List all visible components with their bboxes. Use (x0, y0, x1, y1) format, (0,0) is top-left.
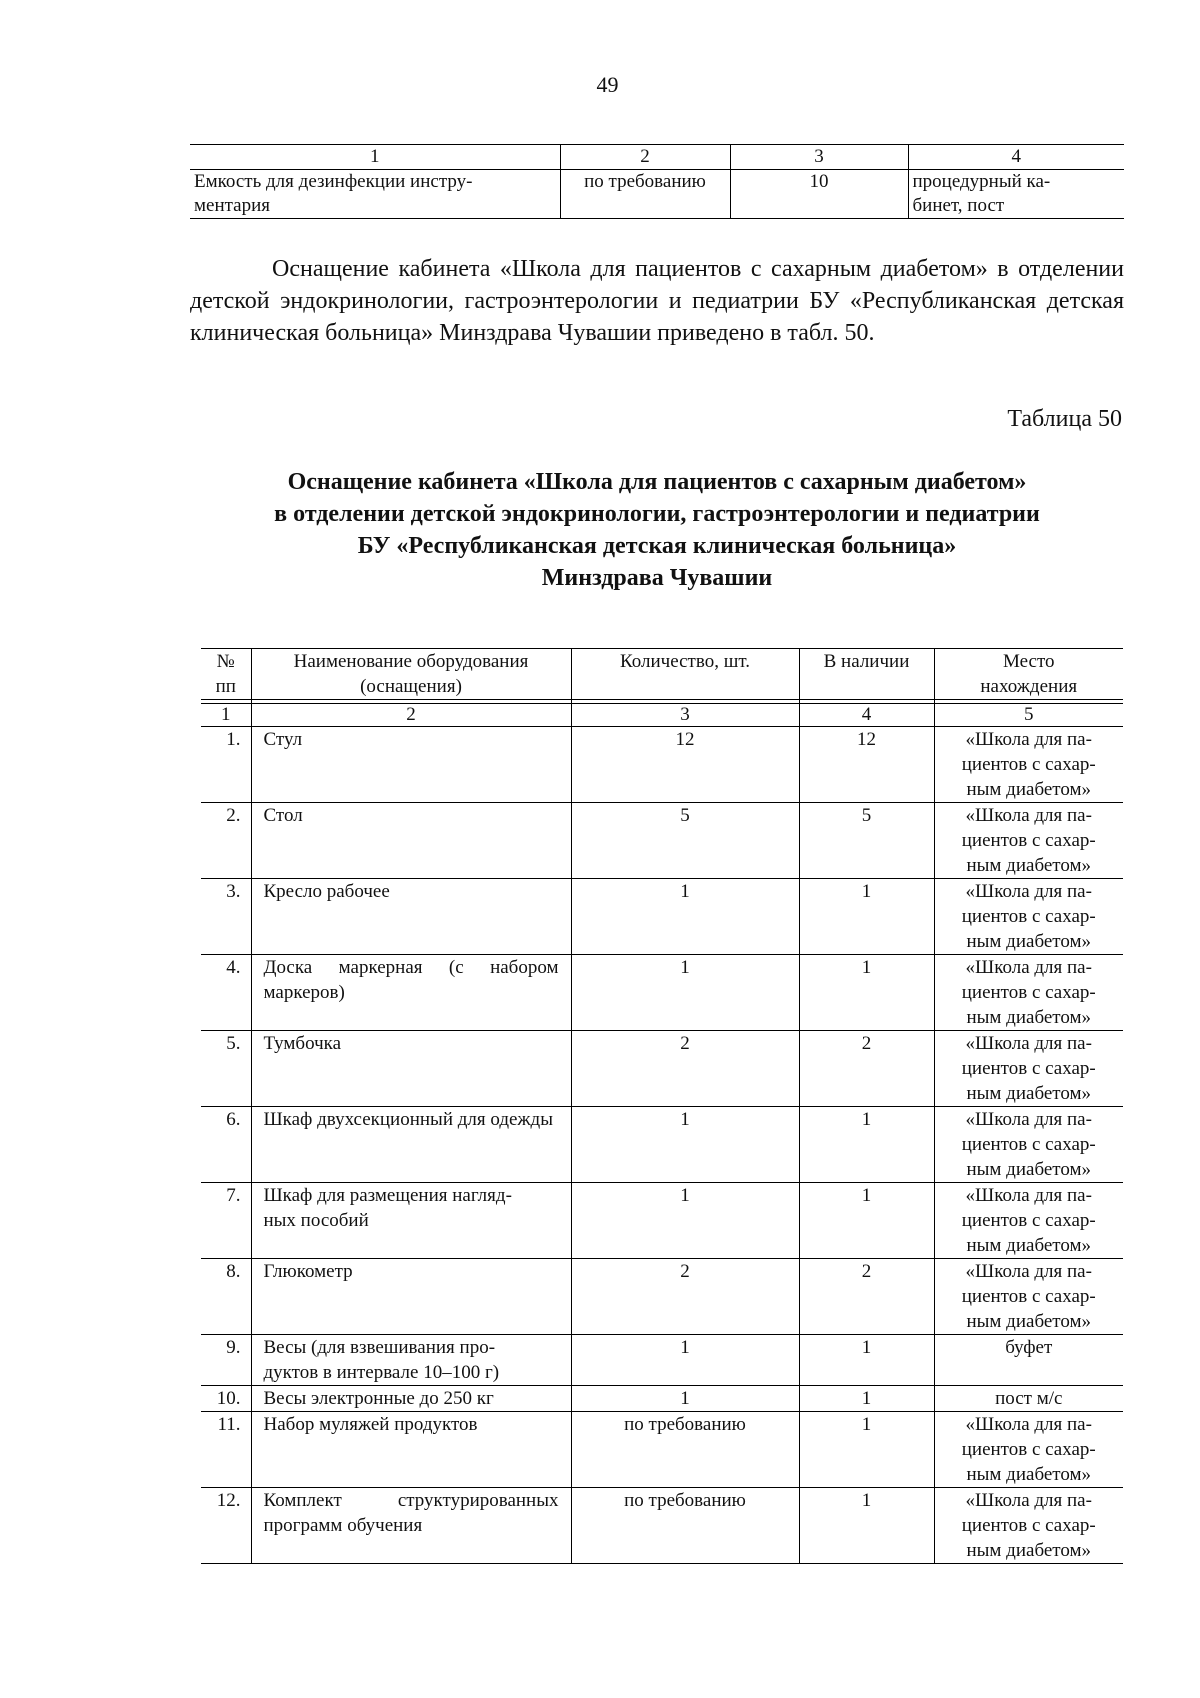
location: «Школа для па- циентов с сахар- ным диабетом» (934, 1488, 1123, 1564)
location: буфет (934, 1335, 1123, 1386)
available: 1 (799, 1386, 934, 1412)
quantity: 1 (571, 955, 799, 1031)
table-row (201, 1412, 1123, 1488)
equipment-name: Доска маркерная (с набором маркеров) (251, 955, 571, 1031)
column-number: 1 (190, 145, 560, 170)
row-number: 6. (201, 1107, 251, 1183)
equipment-name: Весы электронные до 250 кг (251, 1386, 571, 1412)
table-row (201, 1183, 1123, 1259)
table-row (201, 1107, 1123, 1183)
available: 1 (799, 879, 934, 955)
equipment-name: Набор муляжей продуктов (251, 1412, 571, 1488)
location: «Школа для па- циентов с сахар- ным диабетом» (934, 1259, 1123, 1335)
quantity: 1 (571, 1107, 799, 1183)
equipment-name: Кресло рабочее (251, 879, 571, 955)
available: 12 (799, 727, 934, 803)
table-row (201, 1386, 1123, 1412)
location: «Школа для па- циентов с сахар- ным диабетом» (934, 1183, 1123, 1259)
location: «Школа для па- циентов с сахар- ным диабетом» (934, 879, 1123, 955)
quantity: 1 (571, 1386, 799, 1412)
table-header-row (190, 145, 1124, 170)
available: 10 (730, 170, 908, 219)
available: 2 (799, 1259, 934, 1335)
header-num: № пп (201, 649, 251, 700)
quantity: 1 (571, 1335, 799, 1386)
row-number: 11. (201, 1412, 251, 1488)
row-number: 9. (201, 1335, 251, 1386)
row-number: 8. (201, 1259, 251, 1335)
column-number: 3 (571, 704, 799, 727)
equipment-name: Тумбочка (251, 1031, 571, 1107)
table-title-line: Минздрава Чувашии (541, 565, 773, 591)
location: «Школа для па- циентов с сахар- ным диабетом» (934, 955, 1123, 1031)
table-row (201, 1259, 1123, 1335)
quantity: 1 (571, 1183, 799, 1259)
available: 1 (799, 1412, 934, 1488)
quantity: 1 (571, 879, 799, 955)
page-number: 49 (596, 72, 619, 97)
table-title-line: БУ «Республиканская детская клиническая больница» (357, 533, 957, 559)
header-name: Наименование оборудования (оснащения) (251, 649, 571, 700)
equipment-name: Шкаф двухсекционный для одежды (251, 1107, 571, 1183)
row-number: 10. (201, 1386, 251, 1412)
location: «Школа для па- циентов с сахар- ным диабетом» (934, 1031, 1123, 1107)
available: 1 (799, 955, 934, 1031)
location: пост м/с (934, 1386, 1123, 1412)
continuation-table (190, 144, 1124, 219)
table-label: Таблица 50 (1007, 406, 1122, 432)
header-available: В наличии (799, 649, 934, 700)
equipment-table (201, 648, 1123, 1564)
location: процедурный ка- бинет, пост (908, 170, 1124, 219)
available: 1 (799, 1183, 934, 1259)
equipment-name: Стол (251, 803, 571, 879)
equipment-name: Емкость для дезинфекции инстру- ментария (190, 170, 560, 219)
column-number: 5 (934, 704, 1123, 727)
table-row (201, 955, 1123, 1031)
available: 1 (799, 1107, 934, 1183)
quantity: по требованию (560, 170, 730, 219)
equipment-name: Комплект структурированных программ обучения (251, 1488, 571, 1564)
quantity: 5 (571, 803, 799, 879)
table-row (201, 803, 1123, 879)
quantity: по требованию (571, 1488, 799, 1564)
table-header-row (201, 649, 1123, 700)
row-number: 12. (201, 1488, 251, 1564)
equipment-name: Весы (для взвешивания про- дуктов в интервале 10–100 г) (251, 1335, 571, 1386)
table-row (201, 1488, 1123, 1564)
available: 5 (799, 803, 934, 879)
location: «Школа для па- циентов с сахар- ным диабетом» (934, 1107, 1123, 1183)
table-title (190, 466, 1124, 594)
equipment-name: Глюкометр (251, 1259, 571, 1335)
row-number: 3. (201, 879, 251, 955)
row-number: 4. (201, 955, 251, 1031)
table-title-line: в отделении детской эндокринологии, гастроэнтерологии и педиатрии (274, 501, 1040, 527)
table-row (190, 170, 1124, 219)
header-quantity: Количество, шт. (571, 649, 799, 700)
quantity: 12 (571, 727, 799, 803)
row-number: 2. (201, 803, 251, 879)
quantity: 2 (571, 1031, 799, 1107)
body-paragraph: Оснащение кабинета «Школа для пациентов с сахарным диабетом» в отделении детской эндокринологии, гастроэнтерологии и педиатрии БУ «Республиканская детская клиническая больница» Минздрава Чувашии приведено в табл. 50. (190, 256, 1124, 346)
column-number: 4 (908, 145, 1124, 170)
location: «Школа для па- циентов с сахар- ным диабетом» (934, 727, 1123, 803)
row-number: 7. (201, 1183, 251, 1259)
column-number: 1 (201, 704, 251, 727)
table-row (201, 1031, 1123, 1107)
table-row (201, 879, 1123, 955)
available: 2 (799, 1031, 934, 1107)
table-title-line: Оснащение кабинета «Школа для пациентов с сахарным диабетом» (287, 469, 1027, 495)
available: 1 (799, 1488, 934, 1564)
quantity: 2 (571, 1259, 799, 1335)
column-number: 4 (799, 704, 934, 727)
table-row (201, 1335, 1123, 1386)
row-number: 1. (201, 727, 251, 803)
quantity: по требованию (571, 1412, 799, 1488)
column-number: 2 (251, 704, 571, 727)
header-place: Место нахождения (934, 649, 1123, 700)
location: «Школа для па- циентов с сахар- ным диабетом» (934, 803, 1123, 879)
available: 1 (799, 1335, 934, 1386)
equipment-name: Стул (251, 727, 571, 803)
table-row (201, 727, 1123, 803)
column-number: 3 (730, 145, 908, 170)
location: «Школа для па- циентов с сахар- ным диабетом» (934, 1412, 1123, 1488)
row-number: 5. (201, 1031, 251, 1107)
column-numbers-row (201, 704, 1123, 727)
equipment-name: Шкаф для размещения нагляд- ных пособий (251, 1183, 571, 1259)
column-number: 2 (560, 145, 730, 170)
